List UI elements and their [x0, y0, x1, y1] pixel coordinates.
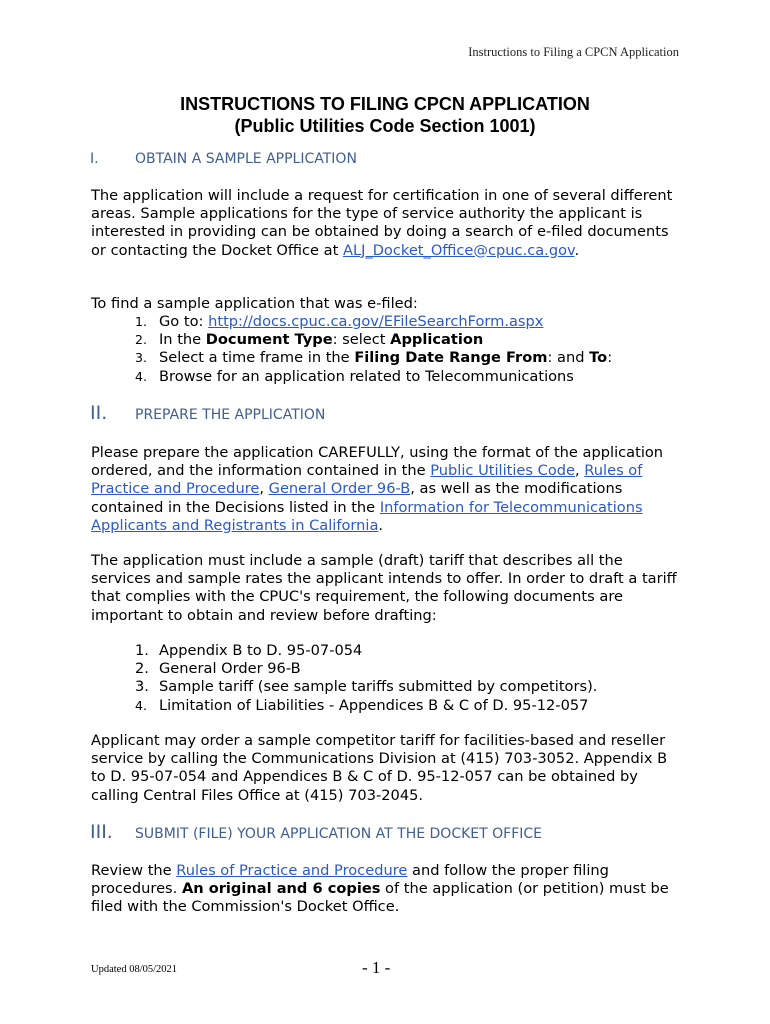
item-bold-text: To [589, 349, 608, 367]
item-number: 4. [135, 368, 147, 384]
general-order-link[interactable]: General Order 96-B [268, 480, 411, 498]
separator: , [575, 462, 585, 480]
paragraph-sample-application [91, 187, 681, 260]
item-text: : select [332, 331, 391, 349]
section-title: PREPARE THE APPLICATION [135, 407, 326, 423]
updated-date: Updated 08/05/2021 [91, 964, 178, 975]
item-number: 4. [135, 697, 147, 713]
list-item [135, 697, 597, 715]
item-number: 3. [135, 678, 149, 696]
public-utilities-code-link[interactable]: Public Utilities Code [430, 462, 576, 480]
section-heading-3 [90, 821, 542, 843]
item-number: 1. [135, 314, 147, 329]
rules-of-practice-link-2[interactable]: Rules of Practice and Procedure [176, 862, 408, 879]
paragraph-text: , as well as the modifications contained in the Decisions listed in the [91, 480, 623, 516]
paragraph-text: of the application (or petition) must be filed with the Commission's Docket Office. [91, 880, 669, 916]
title-line-1: INSTRUCTIONS TO FILING CPCN APPLICATION [180, 94, 590, 114]
document-title [0, 93, 770, 137]
item-text: Browse for an application related to Telecommunications [159, 367, 574, 385]
item-bold-text: Filing Date Range From [354, 349, 548, 367]
page-number: - 1 - [362, 958, 391, 977]
docket-office-email-link[interactable]: ALJ_Docket_Office@cpuc.ca.gov [342, 241, 575, 259]
paragraph-tariff: The application must include a sample (draft) tariff that describes all the services and sample rates the applicant intends to offer. In order to draft a tariff that complies with the CPUC's requirement, the following documents are important to obtain and review before drafting: [91, 552, 677, 624]
section-title: SUBMIT (FILE) YOUR APPLICATION AT THE DOCKET OFFICE [135, 826, 543, 842]
item-text: Appendix B to D. 95-07-054 [159, 642, 363, 659]
section-numeral: I. [90, 151, 99, 167]
list-item [135, 368, 612, 386]
paragraph-submit [91, 862, 681, 917]
paragraph-text: Please prepare the application CAREFULLY, using the format of the application ordered, and the information contained in the [91, 444, 664, 480]
paragraph-find-sample: To find a sample application that was e-filed: [91, 295, 418, 312]
period: . [574, 241, 580, 259]
item-number: 2. [135, 332, 147, 348]
rules-of-practice-link[interactable]: Rules of Practice and Procedure [91, 462, 643, 498]
item-text: In the [159, 331, 206, 349]
list-item [135, 678, 597, 696]
list-item [135, 331, 612, 349]
list-item [135, 349, 612, 367]
efile-search-link[interactable]: http://docs.cpuc.ca.gov/EFileSearchForm.aspx [208, 313, 544, 330]
paragraph-text: Review the [91, 862, 177, 879]
section-heading-2 [90, 402, 325, 424]
bold-text: An original and 6 copies [181, 880, 381, 898]
item-text: Sample tariff (see sample tariffs submitted by competitors). [159, 678, 598, 696]
item-text: Go to: [159, 313, 209, 330]
section-title: OBTAIN A SAMPLE APPLICATION [135, 151, 357, 167]
item-text: Limitation of Liabilities - Appendices B & C of D. 95-12-057 [159, 696, 589, 714]
running-header: Instructions to Filing a CPCN Application [468, 45, 679, 59]
item-bold-text: Document Type [205, 331, 333, 349]
item-text: General Order 96-B [159, 660, 301, 678]
section-heading-1 [90, 151, 357, 167]
item-number: 2. [135, 660, 149, 678]
telecom-information-link[interactable]: Information for Telecommunications Applicants and Registrants in California [91, 498, 643, 534]
section-numeral: III. [90, 821, 113, 843]
separator: , [259, 480, 269, 498]
item-bold-text: Application [390, 331, 484, 349]
item-text: : [607, 349, 613, 367]
item-number: 3. [135, 350, 147, 366]
documents-list [135, 642, 597, 715]
item-text: : and [547, 349, 590, 367]
period: . [378, 516, 384, 534]
list-item [135, 642, 597, 660]
search-steps-list [135, 313, 612, 386]
paragraph-text: The application will include a request for certification in one of several different areas. Sample applications for the type of service authority the applicant is interested in providing can be obtained by doing a search of e-filed documents or contacting the Docket Office at [91, 187, 673, 259]
paragraph-text: and follow the proper filing procedures. [91, 862, 609, 898]
title-line-2: (Public Utilities Code Section 1001) [234, 116, 536, 136]
item-text: Select a time frame in the [159, 349, 355, 367]
paragraph-prepare [91, 444, 681, 535]
list-item [135, 313, 612, 331]
list-item [135, 660, 597, 678]
item-number: 1. [135, 642, 149, 659]
paragraph-order-tariff: Applicant may order a sample competitor tariff for facilities-based and reseller service by calling the Communications Division at (415) 703-3052. Appendix B to D. 95-07-054 and Appendices B & C of D. 95-12-057 can be obtained by calling Central Files Office at (415) 703-2045. [91, 732, 668, 804]
section-numeral: II. [90, 402, 108, 424]
